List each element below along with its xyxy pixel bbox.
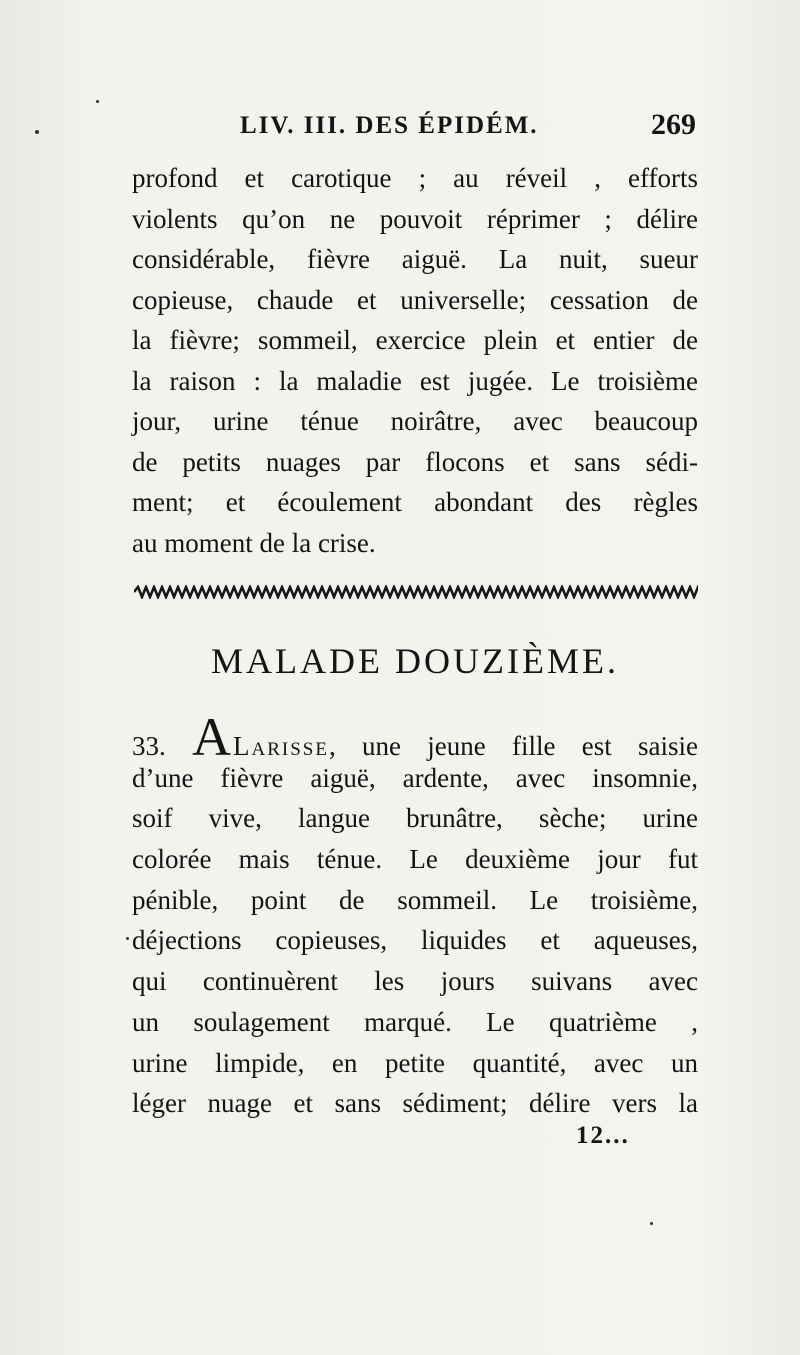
text-line: la raison : la maladie est jugée. Le troisième	[132, 365, 698, 396]
ink-speck	[96, 100, 99, 103]
text-line: copieuse, chaude et universelle; cessation de	[132, 284, 698, 315]
paragraph-number: 33.	[132, 731, 166, 761]
running-title: LIV. III. DES ÉPIDÉM.	[240, 112, 539, 139]
text-line: urine limpide, en petite quantité, avec un	[132, 1047, 698, 1078]
ink-speck	[650, 1222, 653, 1225]
text-line: qui continuèrent les jours suivans avec	[132, 966, 698, 997]
text-line: ment; et écoulement abondant des règles	[132, 487, 698, 517]
text-line: de petits nuages par flocons et sans sédi-	[132, 446, 698, 477]
text-line: jour, urine ténue noirâtre, avec beaucoup	[132, 406, 698, 436]
text-line: un soulagement marqué. Le quatrième ,	[132, 1006, 698, 1037]
text-line: au moment de la crise.	[132, 527, 376, 558]
text-line: violents qu’on ne pouvoit réprimer ; délire	[132, 203, 698, 234]
text-line-first	[132, 707, 699, 767]
running-head	[240, 108, 696, 148]
place-name: Larisse	[233, 731, 329, 761]
text-line: d’une fièvre aiguë, ardente, avec insomnie,	[132, 762, 698, 793]
paragraph-one	[132, 158, 698, 563]
text-line: soif vive, langue brunâtre, sèche; urine	[132, 803, 698, 834]
ink-speck	[35, 130, 39, 134]
page-number: 269	[651, 108, 696, 141]
text-line: la fièvre; sommeil, exercice plein et entier de	[132, 325, 698, 355]
section-title: MALADE DOUZIÈME.	[211, 641, 619, 681]
divider-wave	[134, 587, 698, 597]
text-line: léger nuage et sans sédiment; délire vers la	[132, 1088, 698, 1119]
ornamental-divider	[134, 585, 698, 599]
text-line: pénible, point de sommeil. Le troisième,	[132, 884, 698, 915]
catchword: 12...	[576, 1122, 630, 1149]
text-line: déjections copieuses, liquides et aqueuses,	[132, 925, 698, 956]
first-line-rest: , une jeune fille est saisie	[329, 731, 699, 761]
drop-cap: A	[192, 707, 232, 767]
paragraph-two	[132, 707, 699, 1124]
text-line: profond et carotique ; au réveil , efforts	[132, 163, 698, 193]
text-line: considérable, fièvre aiguë. La nuit, sueur	[132, 244, 698, 274]
text-line: colorée mais ténue. Le deuxième jour fut	[132, 844, 698, 875]
ink-speck	[126, 937, 129, 940]
